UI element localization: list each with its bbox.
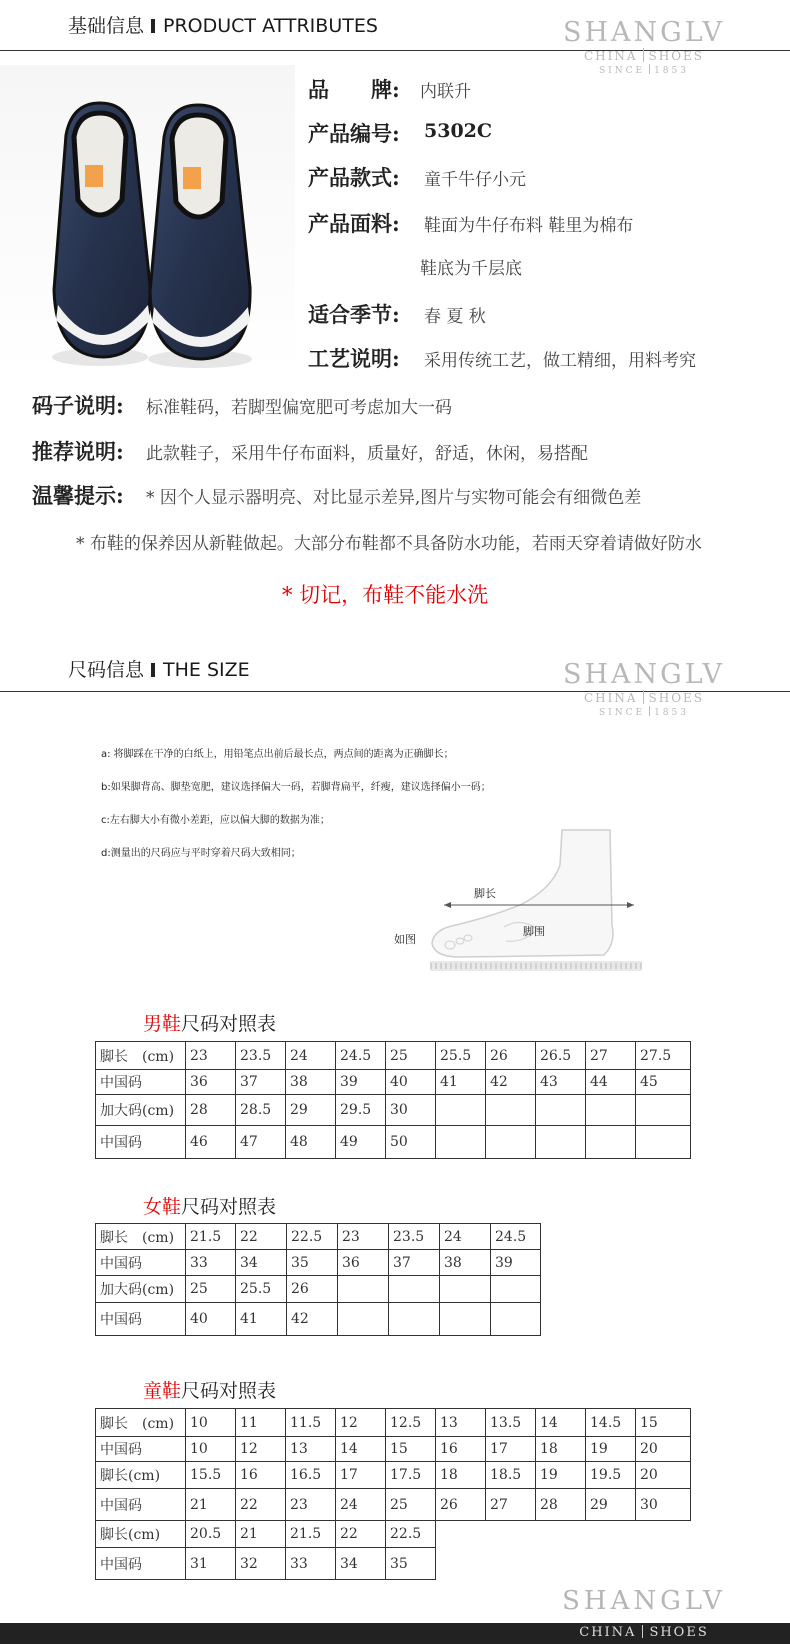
brand-logo-name: SHANGLV [563, 659, 725, 690]
footer-logo-right: SHOES [649, 1625, 709, 1640]
instruction-c: c:左右脚大小有微小差距，应以偏大脚的数据为准； [101, 815, 330, 826]
section-title-attributes [68, 11, 378, 38]
table-cell: 18.5 [486, 1462, 536, 1489]
table-cell [338, 1303, 389, 1336]
table-cell: 38 [286, 1070, 336, 1095]
footer-logo-name: SHANGLV [562, 1586, 726, 1616]
men-size-table [95, 1041, 691, 1159]
table-cell: 18 [536, 1437, 586, 1462]
table-cell: 35 [287, 1250, 338, 1276]
table-cell [491, 1276, 541, 1303]
table-cell [536, 1095, 586, 1126]
table-row [96, 1276, 541, 1303]
table-row [96, 1548, 691, 1580]
table-cell: 23.5 [389, 1224, 440, 1250]
table-cell: 12 [236, 1437, 286, 1462]
table-cell: 24 [336, 1489, 386, 1521]
table-cell: 33 [186, 1250, 236, 1276]
table-cell: 20 [636, 1437, 691, 1462]
table-cell: 46 [186, 1126, 236, 1159]
brand-logo-year: 1853 [654, 66, 689, 76]
table-cell: 25.5 [236, 1276, 287, 1303]
attr-label-code: 产品编号: [308, 121, 400, 146]
table-cell: 27 [486, 1489, 536, 1521]
table-cell: 23 [286, 1489, 336, 1521]
section-title-cn: 尺码信息 [68, 659, 145, 681]
table-cell: 20.5 [186, 1521, 236, 1548]
table-cell: 22 [336, 1521, 386, 1548]
kids-title-rest: 尺码对照表 [181, 1380, 277, 1402]
table-cell: 44 [586, 1070, 636, 1095]
table-cell: 16 [236, 1462, 286, 1489]
table-cell: 37 [236, 1070, 286, 1095]
row-header-cell: 中国码 [96, 1126, 186, 1159]
table-cell: 24 [286, 1042, 336, 1070]
attr-value-code: 5302C [424, 120, 493, 142]
table-cell: 48 [286, 1126, 336, 1159]
attr-label-style: 产品款式: [308, 165, 400, 190]
table-cell: 41 [436, 1070, 486, 1095]
table-cell: 23 [186, 1042, 236, 1070]
men-title-red: 男鞋 [143, 1013, 182, 1035]
table-cell: 19.5 [586, 1462, 636, 1489]
attr-value-style: 童千牛仔小元 [424, 170, 526, 190]
instruction-b: b:如果脚背高、脚垫宽肥，建议选择偏大一码，若脚背扁平，纤瘦，建议选择偏小一码； [101, 782, 491, 793]
row-header-cell: 脚长(cm) [96, 1462, 186, 1489]
note-value-recommend: 此款鞋子，采用牛仔布面料，质量好，舒适，休闲，易搭配 [146, 444, 588, 464]
instruction-d: d:测量出的尺码应与平时穿着尺码大致相同； [101, 848, 301, 859]
table-cell: 28 [186, 1095, 236, 1126]
table-cell: 30 [636, 1489, 691, 1521]
table-cell: 14 [536, 1409, 586, 1437]
table-cell: 15.5 [186, 1462, 236, 1489]
women-title-red: 女鞋 [143, 1196, 182, 1218]
table-cell [491, 1303, 541, 1336]
row-header-cell: 加大码(cm) [96, 1276, 186, 1303]
attr-value-material: 鞋面为牛仔布料 鞋里为棉布 [424, 216, 634, 236]
table-cell: 34 [236, 1250, 287, 1276]
table-cell: 21 [236, 1521, 286, 1548]
table-cell: 30 [386, 1095, 436, 1126]
table-row [96, 1462, 691, 1489]
row-header-cell: 加大码(cm) [96, 1095, 186, 1126]
table-cell: 40 [186, 1303, 236, 1336]
table-cell [440, 1276, 491, 1303]
row-header-cell: 脚长 (cm) [96, 1409, 186, 1437]
attr-label-season: 适合季节: [308, 302, 400, 327]
table-cell: 38 [440, 1250, 491, 1276]
table-cell: 29.5 [336, 1095, 386, 1126]
row-header-cell: 中国码 [96, 1303, 186, 1336]
foot-example-label: 如图 [394, 933, 416, 946]
table-cell: 21.5 [286, 1521, 336, 1548]
section-title-en: THE SIZE [163, 659, 250, 681]
women-title-rest: 尺码对照表 [181, 1196, 277, 1218]
table-cell: 29 [586, 1489, 636, 1521]
table-row [96, 1409, 691, 1437]
table-cell: 39 [491, 1250, 541, 1276]
table-cell: 45 [636, 1070, 691, 1095]
table-cell: 20 [636, 1462, 691, 1489]
table-cell: 31 [186, 1548, 236, 1580]
women-size-table [95, 1223, 541, 1336]
table-cell: 28.5 [236, 1095, 286, 1126]
footer-logo-sub [560, 1625, 728, 1640]
table-cell: 42 [287, 1303, 338, 1336]
row-header-cell: 脚长 (cm) [96, 1224, 186, 1250]
table-cell: 16 [436, 1437, 486, 1462]
brand-logo-2 [560, 660, 728, 719]
table-row [96, 1126, 691, 1159]
attr-value-brand: 内联升 [420, 82, 471, 102]
kids-table-title [143, 1376, 276, 1403]
table-cell: 13 [286, 1437, 336, 1462]
men-title-rest: 尺码对照表 [181, 1013, 277, 1035]
note-value-size: 标准鞋码，若脚型偏宽肥可考虑加大一码 [146, 398, 452, 418]
table-cell: 47 [236, 1126, 286, 1159]
row-header-cell: 中国码 [96, 1489, 186, 1521]
table-row [96, 1224, 541, 1250]
product-image [0, 65, 295, 375]
table-cell: 36 [338, 1250, 389, 1276]
row-header-cell: 中国码 [96, 1250, 186, 1276]
note-label-tip: 温馨提示: [32, 483, 124, 508]
attr-label-brand: 品 牌: [308, 77, 400, 102]
table-cell: 19 [536, 1462, 586, 1489]
section-title-size [68, 655, 250, 682]
table-cell: 24.5 [491, 1224, 541, 1250]
table-cell: 24 [440, 1224, 491, 1250]
table-cell [338, 1276, 389, 1303]
row-header-cell: 脚长 (cm) [96, 1042, 186, 1070]
table-cell: 24.5 [336, 1042, 386, 1070]
table-cell: 13.5 [486, 1409, 536, 1437]
attr-label-craft: 工艺说明: [308, 346, 400, 371]
care-note: * 布鞋的保养因从新鞋做起。大部分布鞋都不具备防水功能，若雨天穿着请做好防水 [76, 534, 702, 554]
brand-logo-year: 1853 [654, 708, 689, 718]
table-cell: 26 [287, 1276, 338, 1303]
table-row [96, 1521, 691, 1548]
footer-logo-left: CHINA [579, 1625, 637, 1640]
attr-value-craft: 采用传统工艺，做工精细，用料考究 [424, 351, 696, 371]
foot-diagram [420, 825, 650, 975]
table-cell: 29 [286, 1095, 336, 1126]
table-cell: 32 [236, 1548, 286, 1580]
table-cell: 12.5 [386, 1409, 436, 1437]
table-cell: 22 [236, 1489, 286, 1521]
table-cell: 22.5 [386, 1521, 436, 1548]
table-cell: 13 [436, 1409, 486, 1437]
table-cell: 36 [186, 1070, 236, 1095]
table-cell: 43 [536, 1070, 586, 1095]
wash-warning: * 切记，布鞋不能水洗 [282, 583, 489, 607]
table-cell: 23.5 [236, 1042, 286, 1070]
table-cell: 14.5 [586, 1409, 636, 1437]
table-cell: 27 [586, 1042, 636, 1070]
table-cell [636, 1126, 691, 1159]
table-row [96, 1250, 541, 1276]
section-title-en: PRODUCT ATTRIBUTES [163, 15, 378, 37]
table-cell: 22.5 [287, 1224, 338, 1250]
table-cell [440, 1303, 491, 1336]
brand-logo-name: SHANGLV [563, 17, 725, 48]
table-cell: 50 [386, 1126, 436, 1159]
table-row [96, 1042, 691, 1070]
table-cell: 39 [336, 1070, 386, 1095]
table-cell [436, 1126, 486, 1159]
brand-logo-right: SHOES [648, 49, 705, 63]
table-cell: 12 [336, 1409, 386, 1437]
table-cell: 11.5 [286, 1409, 336, 1437]
table-row [96, 1070, 691, 1095]
table-cell: 34 [336, 1548, 386, 1580]
table-cell: 22 [236, 1224, 287, 1250]
title-divider [151, 663, 155, 677]
row-header-cell: 中国码 [96, 1070, 186, 1095]
table-cell: 28 [536, 1489, 586, 1521]
table-cell: 15 [636, 1409, 691, 1437]
table-cell: 27.5 [636, 1042, 691, 1070]
table-cell [486, 1126, 536, 1159]
instruction-a: a: 将脚踩在干净的白纸上，用铅笔点出前后最长点，两点间的距离为正确脚长； [101, 749, 454, 760]
table-cell: 17 [336, 1462, 386, 1489]
title-divider [151, 19, 155, 33]
table-cell: 25 [386, 1489, 436, 1521]
table-row [96, 1437, 691, 1462]
brand-logo [560, 18, 728, 77]
men-table-title [143, 1009, 276, 1036]
brand-logo-since: SINCE [599, 708, 646, 718]
table-cell: 26 [436, 1489, 486, 1521]
section-title-cn: 基础信息 [68, 15, 145, 37]
attr-value-material-sole: 鞋底为千层底 [420, 259, 522, 279]
table-cell [389, 1276, 440, 1303]
table-cell: 10 [186, 1437, 236, 1462]
row-header-cell: 中国码 [96, 1437, 186, 1462]
table-cell: 21.5 [186, 1224, 236, 1250]
table-cell: 33 [286, 1548, 336, 1580]
row-header-cell: 脚长(cm) [96, 1521, 186, 1548]
table-cell: 19 [586, 1437, 636, 1462]
table-cell: 25.5 [436, 1042, 486, 1070]
brand-logo-since: SINCE [599, 66, 646, 76]
table-row [96, 1095, 691, 1126]
note-value-tip: * 因个人显示器明亮、对比显示差异,图片与实物可能会有细微色差 [146, 488, 642, 508]
table-cell: 16.5 [286, 1462, 336, 1489]
table-cell: 14 [336, 1437, 386, 1462]
table-cell: 25 [386, 1042, 436, 1070]
table-cell [586, 1126, 636, 1159]
brand-logo-left: CHINA [583, 49, 638, 63]
attr-value-season: 春 夏 秋 [424, 307, 486, 327]
table-cell: 26.5 [536, 1042, 586, 1070]
table-cell: 21 [186, 1489, 236, 1521]
table-row [96, 1489, 691, 1521]
table-cell: 26 [486, 1042, 536, 1070]
women-table-title [143, 1192, 276, 1219]
table-cell [586, 1095, 636, 1126]
brand-logo-left: CHINA [583, 691, 638, 705]
kids-size-table [95, 1408, 691, 1580]
table-cell [536, 1126, 586, 1159]
foot-girth-label: 脚围 [523, 925, 545, 938]
attr-label-material: 产品面料: [308, 211, 400, 236]
table-cell: 23 [338, 1224, 389, 1250]
table-cell [389, 1303, 440, 1336]
table-row [96, 1303, 541, 1336]
table-cell [486, 1095, 536, 1126]
row-header-cell: 中国码 [96, 1548, 186, 1580]
table-cell: 25 [186, 1276, 236, 1303]
table-cell: 18 [436, 1462, 486, 1489]
table-cell: 37 [389, 1250, 440, 1276]
table-cell: 49 [336, 1126, 386, 1159]
note-label-size: 码子说明: [32, 393, 124, 418]
table-cell [636, 1095, 691, 1126]
table-cell: 42 [486, 1070, 536, 1095]
table-cell: 41 [236, 1303, 287, 1336]
table-cell: 15 [386, 1437, 436, 1462]
table-cell: 35 [386, 1548, 436, 1580]
table-cell: 17.5 [386, 1462, 436, 1489]
footer-bar [0, 1623, 790, 1644]
kids-title-red: 童鞋 [143, 1380, 182, 1402]
note-label-recommend: 推荐说明: [32, 439, 124, 464]
table-cell: 17 [486, 1437, 536, 1462]
table-cell: 11 [236, 1409, 286, 1437]
table-cell: 10 [186, 1409, 236, 1437]
brand-logo-right: SHOES [648, 691, 705, 705]
table-cell [436, 1095, 486, 1126]
table-cell: 40 [386, 1070, 436, 1095]
foot-length-label: 脚长 [474, 887, 496, 900]
